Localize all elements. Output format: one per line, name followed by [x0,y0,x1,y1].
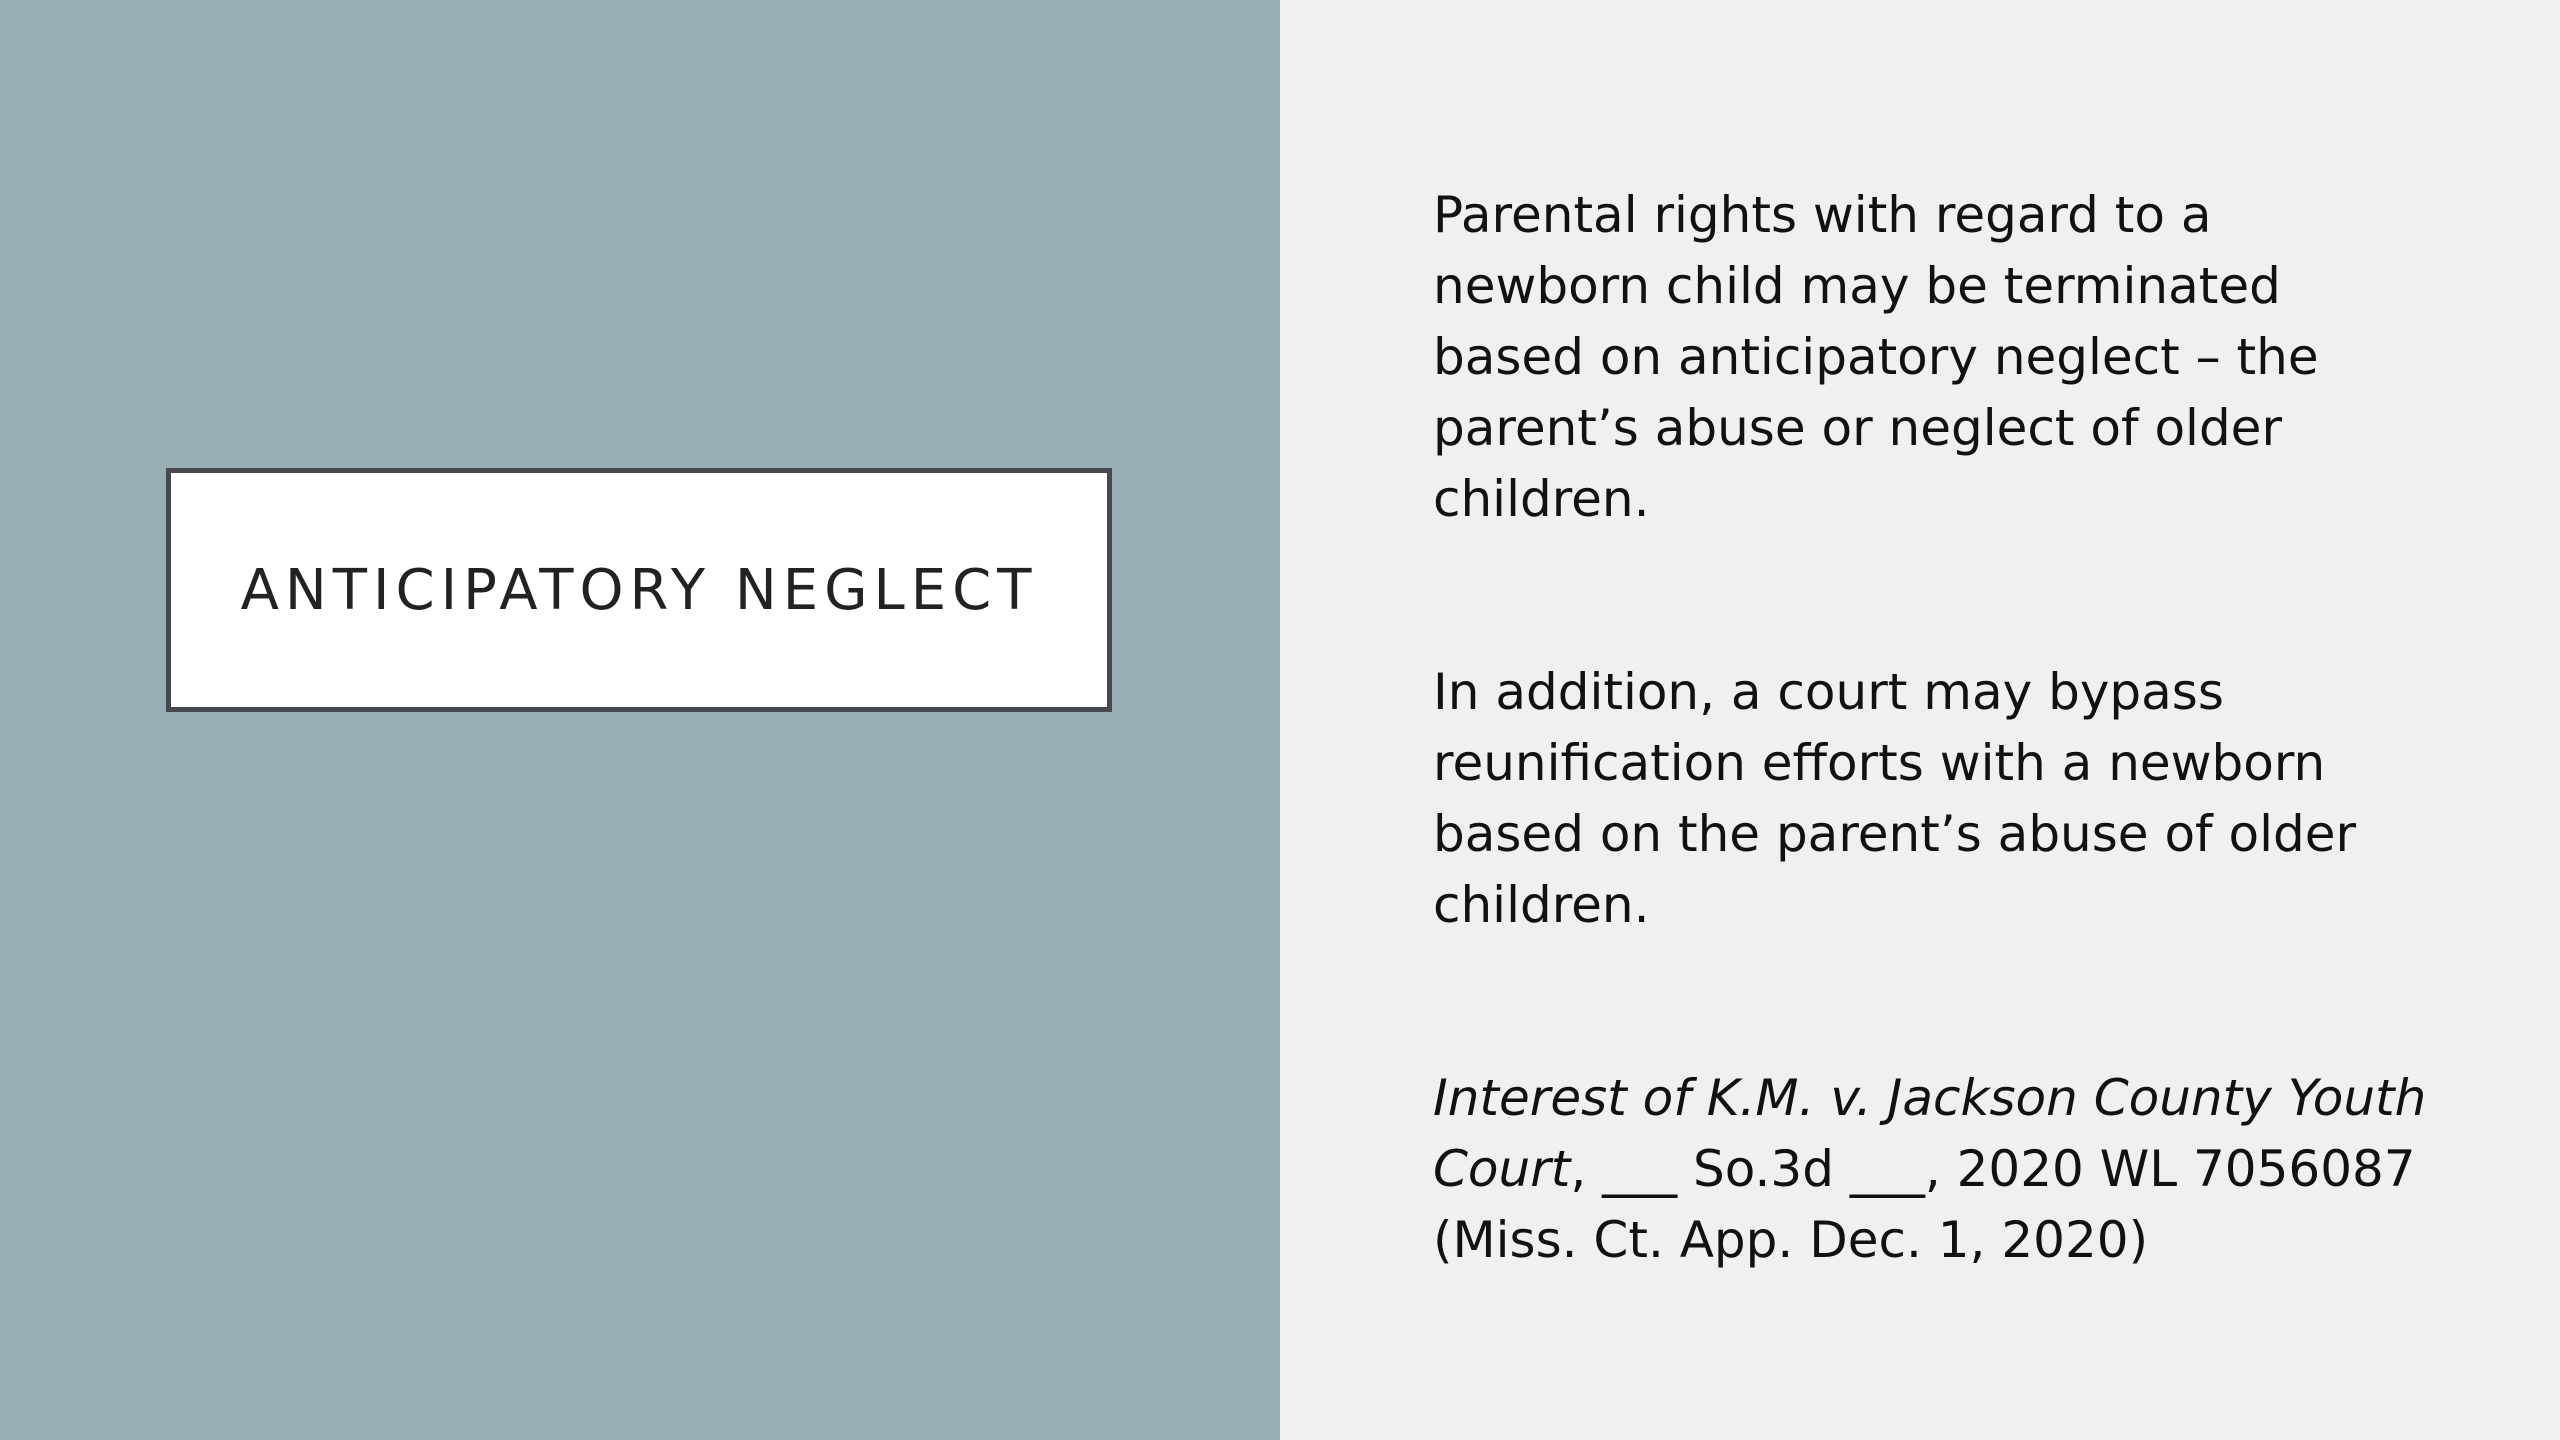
paragraph-termination: Parental rights with regard to a newborn child may be terminated based on anticipatory neglect – the parent’s abuse or neglect of older children. [1433,186,2319,528]
paragraph-reunification: In addition, a court may bypass reunification efforts with a newborn based on the parent’s abuse of older children. [1433,663,2357,934]
case-name: Interest of K.M. v. Jackson County Youth Court [1433,1069,2427,1198]
title-box [166,468,1112,712]
slide-title: ANTICIPATORY NEGLECT [240,557,1038,623]
case-citation [1433,1063,2433,1276]
case-reporter: , ___ So.3d ___, 2020 WL 7056087 (Miss. Ct. App. Dec. 1, 2020) [1433,1140,2416,1269]
slide-content [1433,180,2433,1276]
